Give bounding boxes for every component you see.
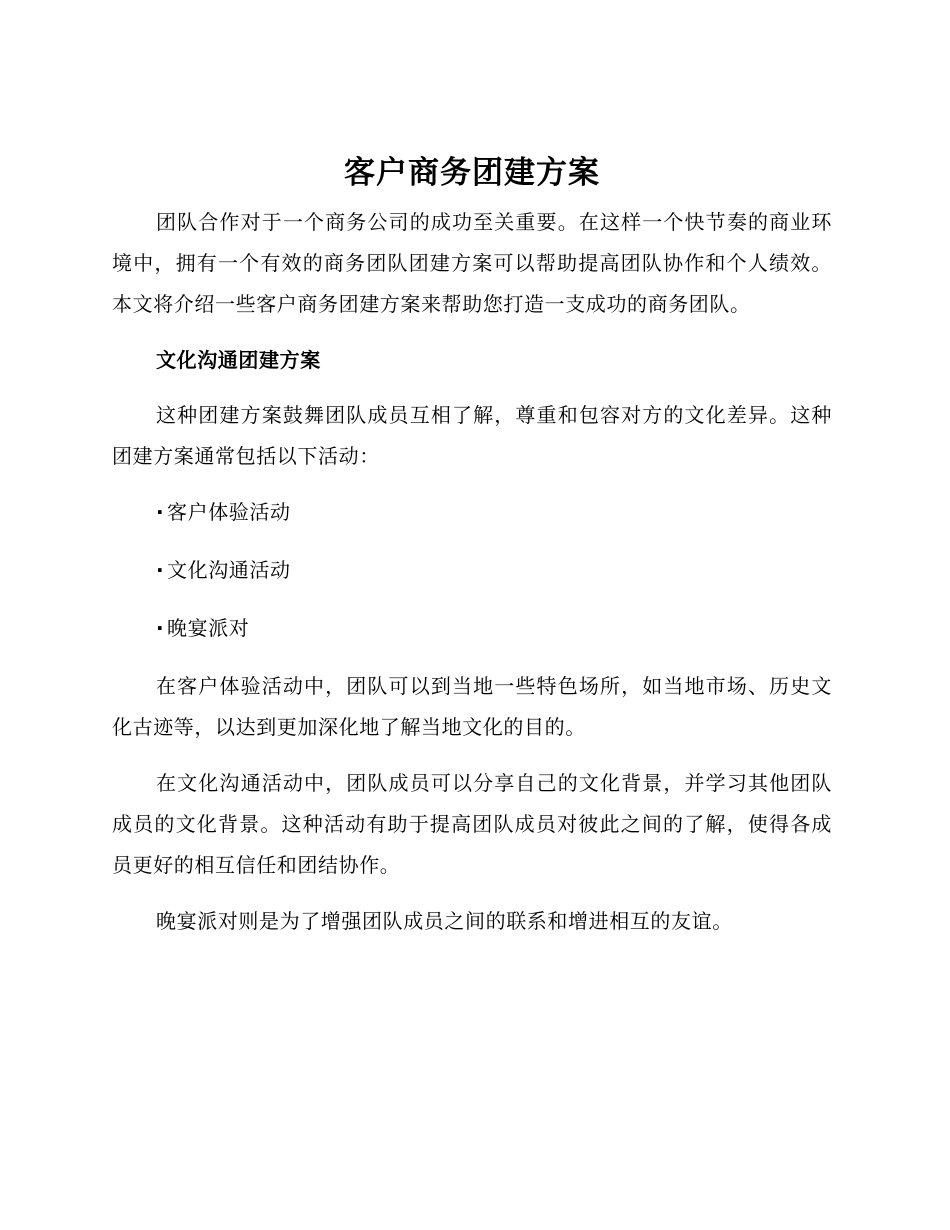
section-intro-paragraph: 这种团建方案鼓舞团队成员互相了解，尊重和包容对方的文化差异。这种团建方案通常包括以下活动： <box>112 403 832 468</box>
activity-label: 文化沟通活动 <box>167 558 291 582</box>
activity-list-item <box>112 492 832 533</box>
bullet-marker: · <box>156 616 165 640</box>
document-body <box>112 148 832 957</box>
activity-list-item <box>112 550 832 591</box>
bullet-marker: · <box>156 500 165 524</box>
section-heading: 文化沟通团建方案 <box>156 348 321 372</box>
activity-label: 晚宴派对 <box>167 616 250 640</box>
body-paragraph: 在文化沟通活动中，团队成员可以分享自己的文化背景，并学习其他团队成员的文化背景。这种活动有助于提高团队成员对彼此之间的了解，使得各成员更好的相互信任和团结协作。 <box>112 771 832 877</box>
bullet-marker: · <box>156 558 165 582</box>
document-title: 客户商务团建方案 <box>344 155 600 191</box>
body-paragraph: 晚宴派对则是为了增强团队成员之间的联系和增进相互的友谊。 <box>156 909 733 933</box>
intro-paragraph: 团队合作对于一个商务公司的成功至关重要。在这样一个快节奏的商业环境中，拥有一个有效的商务团队团建方案可以帮助提高团队协作和个人绩效。本文将介绍一些客户商务团建方案来帮助您打造一支成功的商务团队。 <box>112 210 832 316</box>
activity-list-item <box>112 608 832 649</box>
body-paragraph: 在客户体验活动中，团队可以到当地一些特色场所，如当地市场、历史文化古迹等，以达到更加深化地了解当地文化的目的。 <box>112 674 832 739</box>
activity-label: 客户体验活动 <box>167 500 291 524</box>
